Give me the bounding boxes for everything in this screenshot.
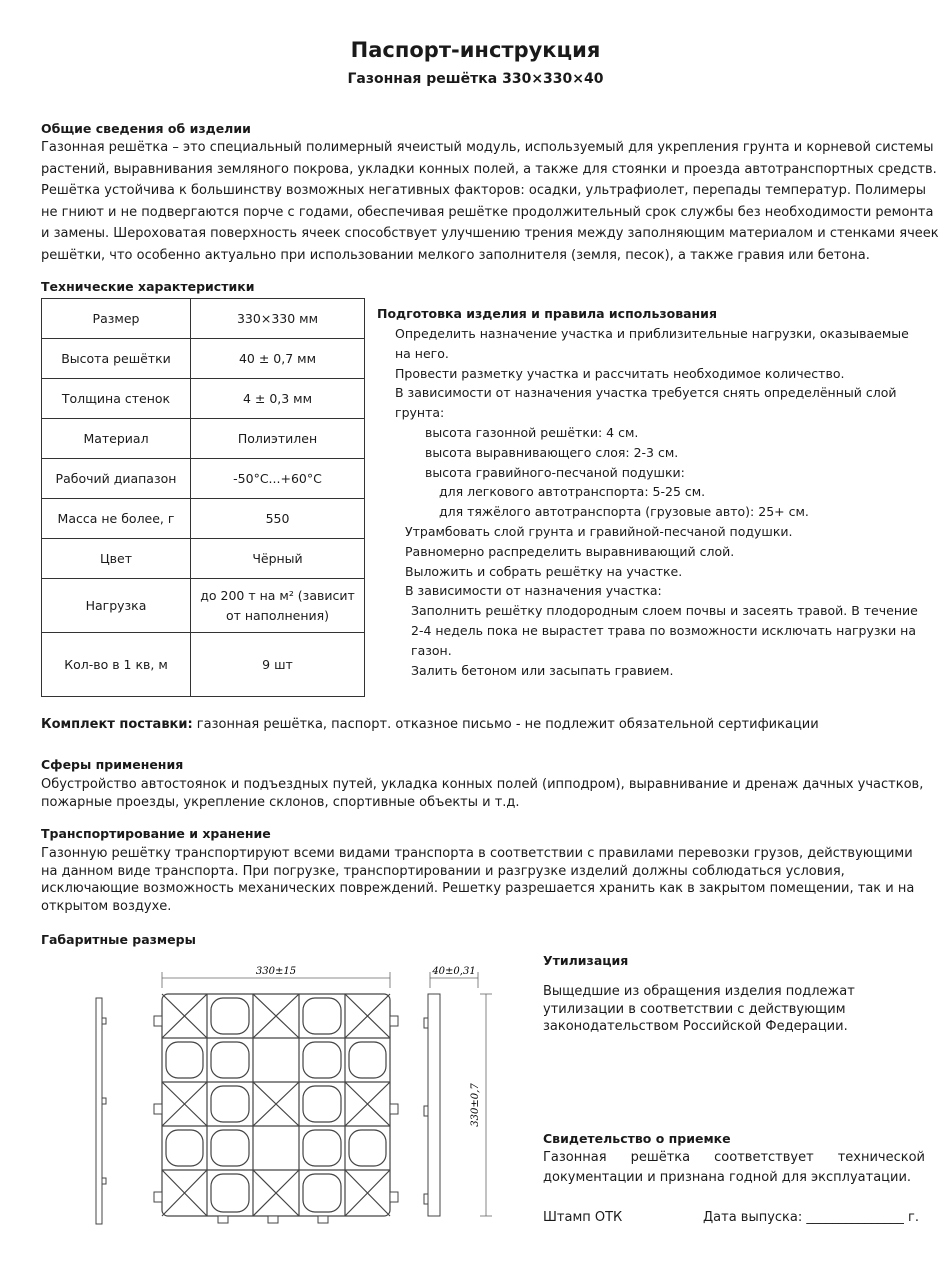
text-line: Обустройство автостоянок и подъездных путей, укладка конных полей (ипподром), выравнивание и дренаж дачных участков,: [41, 777, 924, 792]
acceptance-line-1: Газонная решётка соответствует технической: [543, 1150, 925, 1165]
acceptance-line-2: документации и признана годной для эксплуатации.: [543, 1170, 912, 1185]
text-line: Газонную решётку транспортируют всеми видами транспорта в соответствии с правилами перевозки грузов, действующими: [41, 846, 913, 861]
disposal-heading: Утилизация: [543, 953, 629, 968]
side-profile-left: [96, 998, 102, 1224]
text-line: Определить назначение участка и приблизительные нагрузки, оказываемые: [395, 326, 909, 341]
spec-label: Материал: [42, 419, 191, 459]
text-line: Выложить и собрать решётку на участке.: [405, 563, 683, 579]
general-text: [41, 137, 939, 266]
prep-text: [377, 324, 932, 680]
text-line: решётки, что особенно актуально при использовании мелкого заполнителя (земля, песок), а также гравия или бетона.: [41, 247, 870, 263]
text-line: пожарные проезды, укрепление склонов, спортивные объекты и т.д.: [41, 794, 520, 810]
specs-heading: Технические характеристики: [41, 279, 255, 294]
spec-value: до 200 т на м² (зависит от наполнения): [191, 579, 365, 633]
spec-value: 40 ± 0,7 мм: [191, 339, 365, 379]
kit-text: газонная решётка, паспорт. отказное письмо - не подлежит обязательной сертификации: [192, 717, 819, 732]
table-row: [42, 419, 365, 459]
depth-dimension-label: 40±0,31: [432, 966, 476, 977]
table-row: [42, 499, 365, 539]
text-line: Газонная решётка – это специальный полимерный ячеистый модуль, используемый для укрепления грунта и корневой системы: [41, 140, 934, 155]
text-line: открытом воздухе.: [41, 898, 172, 914]
table-row: [42, 459, 365, 499]
text-line: Выщедшие из обращения изделия подлежат: [543, 984, 855, 999]
text-line: Равномерно распределить выравнивающий слой.: [405, 543, 735, 559]
specs-table: [41, 298, 365, 697]
text-line: не гниют и не подвергаются порче с годами, обеспечивая решётке продолжительный срок службы без необходимости ремонта: [41, 204, 934, 220]
table-row: [42, 339, 365, 379]
spec-value: Чёрный: [191, 539, 365, 579]
spec-label: Масса не более, г: [42, 499, 191, 539]
spec-label: Толщина стенок: [42, 379, 191, 419]
spec-label: Кол-во в 1 кв, м: [42, 633, 191, 697]
disposal-text: [543, 983, 933, 1036]
text-line: и замены. Шероховатая поверхность ячеек способствует улучшению трения между заполняющим материалом и стенками ячеек: [41, 226, 939, 241]
text-line: Решётка устойчива к большинству возможных негативных факторов: осадки, ультрафиолет, перепады температур. Полимеры: [41, 183, 926, 198]
prep-heading: Подготовка изделия и правила использования: [377, 306, 717, 321]
height-dimension-label: 330±0,7: [470, 1083, 481, 1127]
spec-value: -50°C...+60°C: [191, 459, 365, 499]
text-line: высота газонной решётки: 4 см.: [425, 424, 639, 440]
text-line: законодательством Российской Федерации.: [543, 1019, 848, 1034]
spec-label: Цвет: [42, 539, 191, 579]
table-row: [42, 539, 365, 579]
spec-value: 9 шт: [191, 633, 365, 697]
spec-value: 330×330 мм: [191, 299, 365, 339]
acceptance-heading: Свидетельство о приемке: [543, 1131, 731, 1146]
text-line: В зависимости от назначения участка:: [405, 583, 662, 599]
kit-line: [41, 716, 931, 734]
text-line: высота гравийного-песчаной подушки:: [425, 464, 685, 480]
text-line: Провести разметку участка и рассчитать необходимое количество.: [395, 365, 845, 381]
release-date-field: Дата выпуска: _______________ г.: [703, 1210, 919, 1225]
general-heading: Общие сведения об изделии: [41, 121, 251, 136]
text-line: исключающие возможность механических повреждений. Решетку разрешается хранить как в закрытом помещении, так и на: [41, 881, 915, 896]
table-row: [42, 299, 365, 339]
spec-value: 4 ± 0,3 мм: [191, 379, 365, 419]
side-profile-right: [428, 994, 440, 1216]
grid-top-view: [162, 994, 390, 1216]
spec-label: Рабочий диапазон: [42, 459, 191, 499]
text-line: на него.: [395, 345, 449, 361]
text-line: В зависимости от назначения участка требуется снять определённый слой: [395, 385, 897, 401]
application-heading: Сферы применения: [41, 757, 184, 772]
spec-label: Высота решётки: [42, 339, 191, 379]
dimensions-heading: Габаритные размеры: [41, 932, 196, 947]
text-line: на данном виде транспорта. При погрузке, транспортировании и разгрузке изделий должны соблюдаться условия,: [41, 863, 845, 879]
kit-label: Комплект поставки:: [41, 717, 193, 732]
transport-heading: Транспортирование и хранение: [41, 826, 271, 841]
transport-text: [41, 845, 931, 915]
text-line: высота выравнивающего слоя: 2-3 см.: [425, 444, 679, 460]
text-line: для тяжёлого автотранспорта (грузовые авто): 25+ см.: [439, 504, 809, 520]
spec-label: Нагрузка: [42, 579, 191, 633]
spec-value: 550: [191, 499, 365, 539]
table-row: [42, 579, 365, 633]
width-dimension-label: 330±15: [255, 966, 297, 977]
text-line: Утрамбовать слой грунта и гравийной-песчаной подушки.: [405, 523, 793, 539]
stamp-label: Штамп ОТК: [543, 1210, 623, 1225]
dimensions-drawing: [78, 958, 518, 1232]
table-row: [42, 379, 365, 419]
text-line: 2-4 недель пока не вырастет трава по возможности исключать нагрузки на: [411, 622, 917, 638]
spec-label: Размер: [42, 299, 191, 339]
text-line: Заполнить решётку плодородным слоем почвы и засеять травой. В течение: [411, 603, 918, 619]
document-subtitle: Газонная решётка 330×330×40: [347, 71, 604, 87]
text-line: утилизации в соответствии с действующим: [543, 1001, 846, 1017]
text-line: газон.: [411, 642, 452, 658]
table-row: [42, 633, 365, 697]
text-line: Залить бетоном или засыпать гравием.: [411, 662, 674, 678]
text-line: растений, выравнивания земляного покрова, укладки конных полей, а также для стоянки и проезда автотранспортных средств.: [41, 161, 937, 177]
text-line: для легкового автотранспорта: 5-25 см.: [439, 484, 706, 500]
document-title: Паспорт-инструкция: [350, 38, 601, 62]
spec-value: Полиэтилен: [191, 419, 365, 459]
application-text: [41, 776, 931, 811]
text-line: грунта:: [395, 405, 445, 421]
